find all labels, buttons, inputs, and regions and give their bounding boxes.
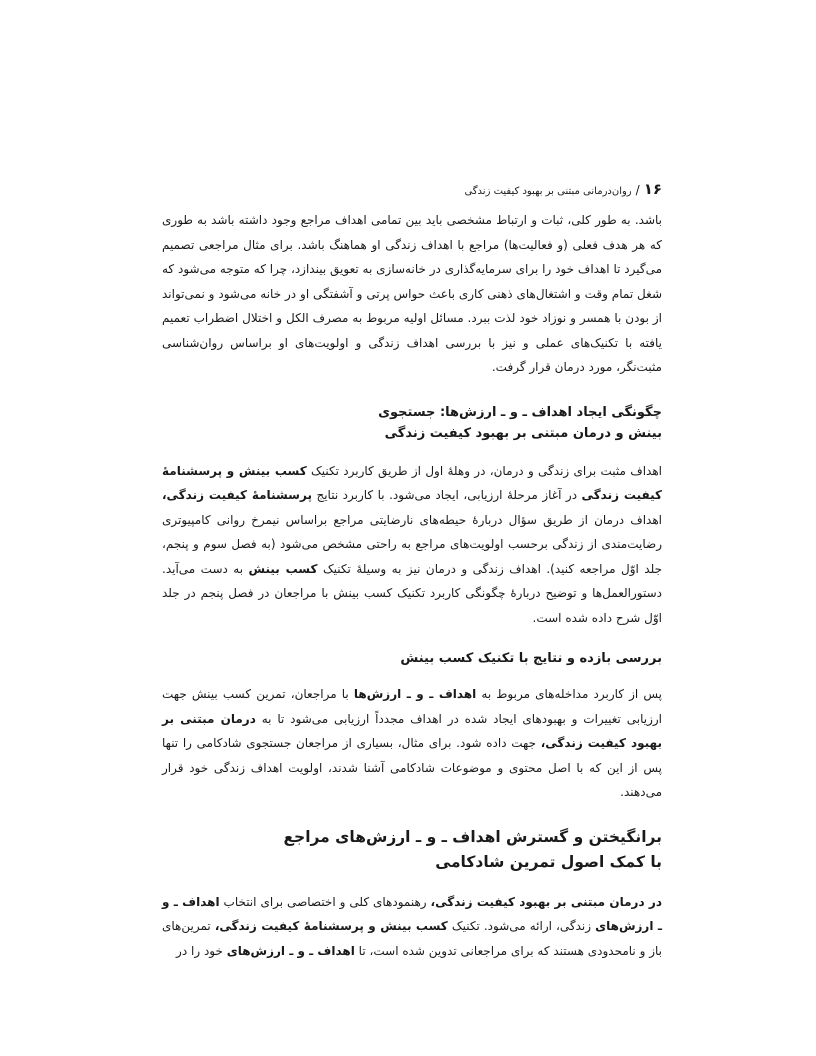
header-separator: / — [635, 183, 640, 197]
bold-term: اهداف ـ و ـ ارزش‌های — [162, 894, 662, 933]
page-number: ۱۶ — [643, 180, 662, 198]
section3-paragraph — [162, 890, 662, 964]
heading-line: چگونگی ایجاد اهداف ـ و ـ ارزش‌ها: جستجوی — [378, 404, 662, 420]
section-heading-happiness-principles — [162, 825, 662, 875]
bold-term: اهداف ـ و ـ ارزش‌ها — [353, 687, 477, 701]
text-run: در آغاز مرحلهٔ ارزیابی، ایجاد می‌شود. با کاربرد نتایج — [316, 488, 578, 502]
text-run: به دست می‌آید. دستورالعمل‌ها و توضیح دربارهٔ چگونگی کاربرد تکنیک کسب بینش با مراجعان در فصل پنجم در جلد اوّل شرح داده شده است. — [162, 561, 662, 625]
section1-paragraph — [162, 459, 662, 631]
bold-term: پرسشنامهٔ کیفیت زندگی، — [162, 488, 312, 502]
running-header-title: روان‌درمانی مبتنی بر بهبود کیفیت زندگی — [464, 186, 632, 197]
bold-term: کسب بینش — [248, 561, 318, 576]
heading-line: بینش و درمان مبتنی بر بهبود کیفیت زندگی — [384, 425, 662, 441]
text-run: اهداف درمان از طریق سؤال دربارهٔ حیطه‌های نارضایتی مراجع براساس نیمرخ روانی کامپیوتری رضایت‌مندی از زندگی برحسب اولویت‌های مراجع به راحتی مشخص می‌شود (به فصل سوم و پنجم، جلد اوّل مراجعه کنید). اهداف زندگی و درمان نیز به وسیلهٔ تکنیک — [162, 512, 662, 576]
text-run: جهت داده شود. برای مثال، بسیاری از مراجعان جستجوی شادکامی را تنها پس از این که با اصل محتوی و موضوعات شادکامی آشنا شدند، اولویت اهداف زندگی خود قرار می‌دهند. — [162, 736, 662, 799]
text-run: پس از کاربرد مداخله‌های مربوط به — [481, 687, 663, 701]
bold-term: کسب بینش و پرسشنامهٔ کیفیت زندگی — [162, 463, 662, 502]
text-run: با مراجعان، تمرین کسب بینش جهت ارزیابی تغییرات و بهبودهای ایجاد شده در اهداف مجدداً ارزیابی می‌شود تا به — [162, 687, 662, 726]
text-run: خود را در — [176, 943, 223, 958]
bold-term: کسب بینش و پرسشنامهٔ کیفیت زندگی، — [214, 919, 448, 933]
book-page — [162, 180, 662, 963]
text-run: اهداف مثبت برای زندگی و درمان، در وهلهٔ اول از طریق کاربرد تکنیک — [311, 463, 662, 478]
running-header — [162, 180, 662, 202]
bold-term: درمان مبتنی بر بهبود کیفیت زندگی، — [162, 711, 662, 750]
intro-paragraph: باشد. به طور کلی، ثبات و ارتباط مشخصی باید بین تمامی اهداف مراجع وجود داشته باشد به طوری که هر هدف فعلی (و فعالیت‌ها) مراجع با اهداف زندگی او هماهنگ باشد. برای مثال مراجعی تصمیم می‌گیرد تا اهداف خود را برای سرمایه‌گذاری در خانه‌سازی به تعویق بیندازد، چرا که متوجه می‌شود که شغل تمام وقت و اشتغال‌های ذهنی کاری باعث حواس پرتی و آشفتگی او در خانه می‌شود و نمی‌تواند از بودن با همسر و نوزاد خود لذت ببرد. مسائل اولیه مربوط به مصرف الکل و اختلال اضطراب تعمیم یافته با تکنیک‌های عملی و نیز با بررسی اهداف زندگی و اولویت‌های او براساس روان‌شناسی مثبت‌نگر، مورد درمان قرار گرفت. — [162, 213, 662, 374]
text-run: رهنمودهای کلی و اختصاصی برای انتخاب — [223, 894, 427, 909]
section-heading-goals-values — [162, 402, 662, 444]
section-heading-outcome-review: بررسی بازده و نتایج با تکنیک کسب بینش — [400, 651, 662, 666]
bold-term: اهداف ـ و ـ ارزش‌های — [226, 943, 355, 958]
text-run: تمرین‌های باز و نامحدودی هستند که برای مراجعانی تدوین شده است، تا — [162, 919, 662, 958]
text-run: زندگی، ارائه می‌شود. تکنیک — [451, 919, 592, 933]
heading-line: برانگیختن و گسترش اهداف ـ و ـ ارزش‌های مراجع — [283, 827, 662, 846]
heading-line: با کمک اصول تمرین شادکامی — [435, 852, 662, 871]
section2-paragraph — [162, 682, 662, 805]
bold-term: در درمان مبتنی بر بهبود کیفیت زندگی، — [430, 894, 662, 909]
